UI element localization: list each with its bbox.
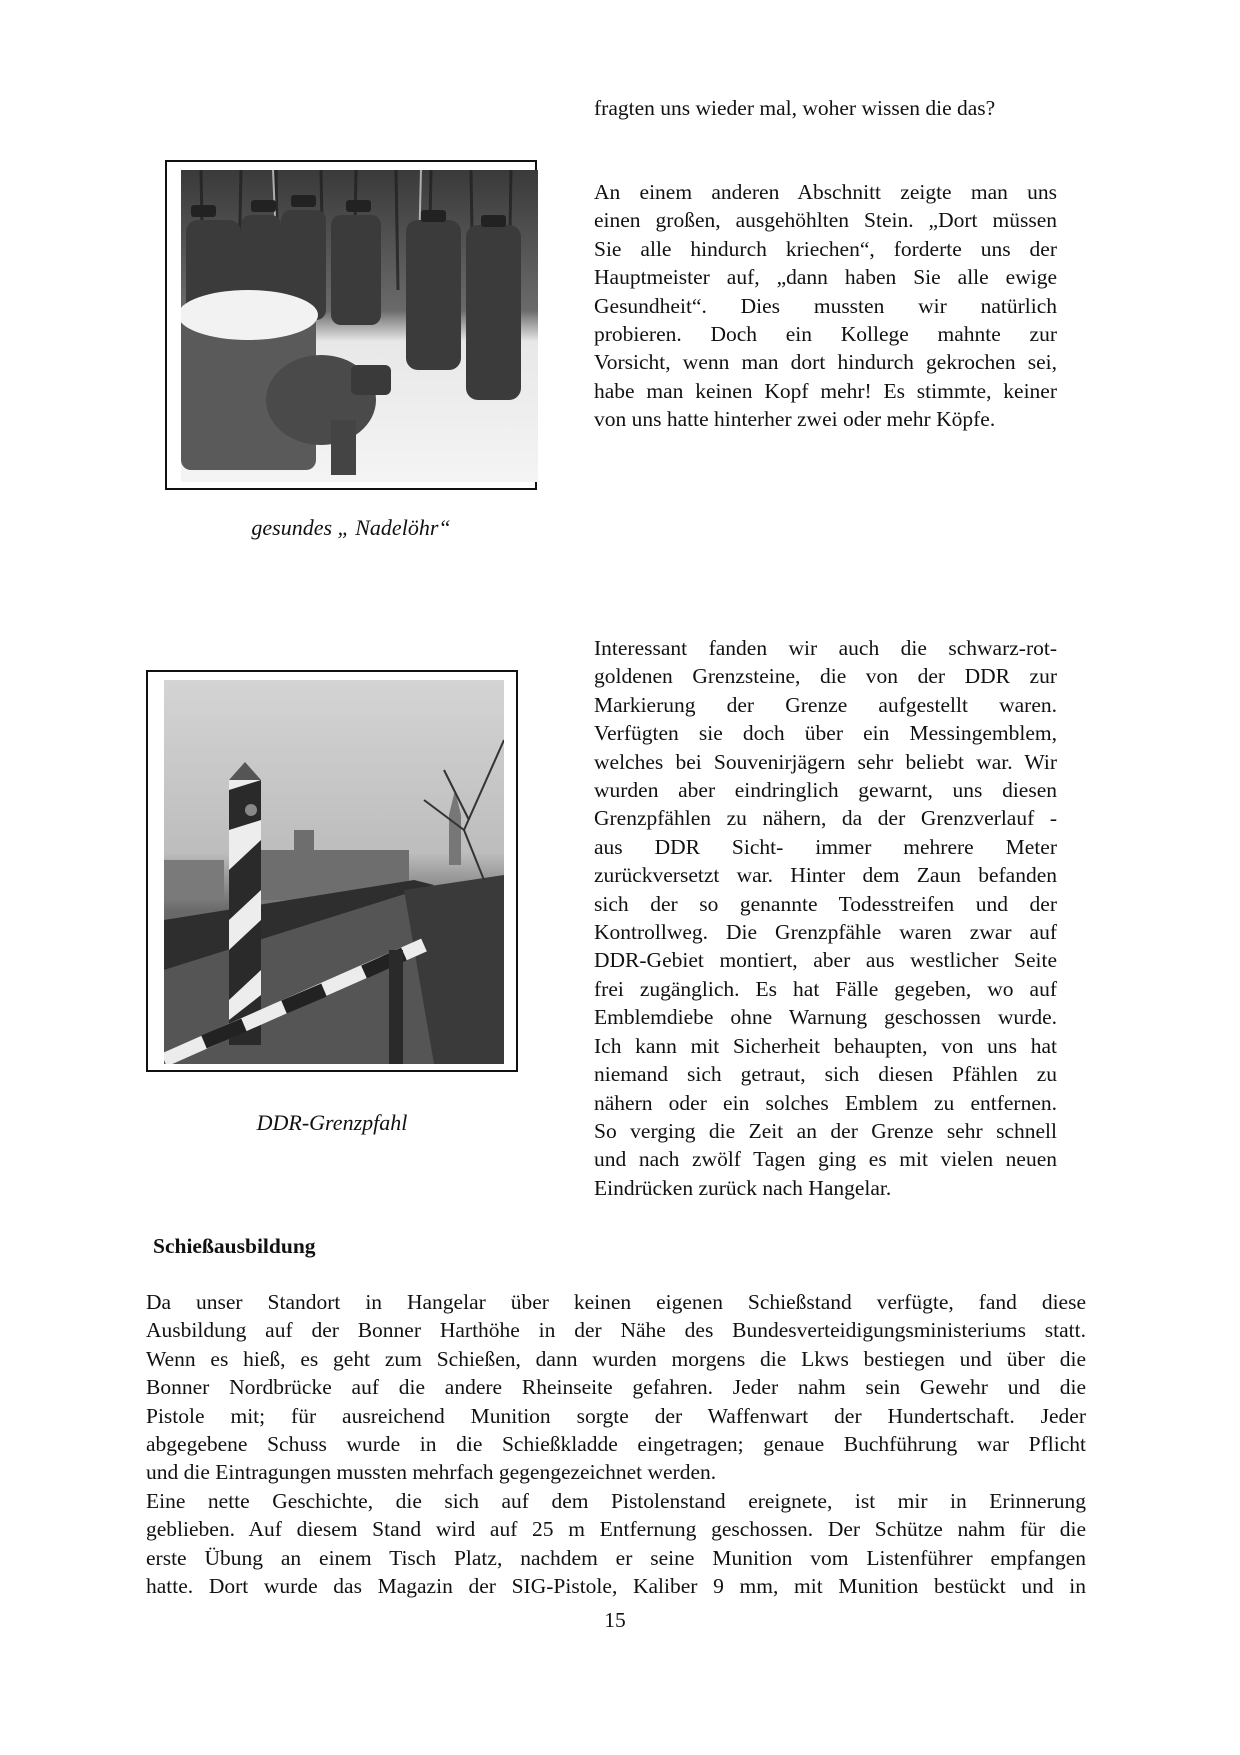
text-line: Markierung der Grenze aufgestellt waren.	[594, 692, 1057, 717]
continuation-line	[594, 94, 1084, 122]
text-line: und nach zwölf Tagen ging es mit vielen neuen	[594, 1147, 1057, 1172]
photo-soldiers-stone	[181, 170, 538, 482]
photo-caption-border-post: DDR-Grenzpfahl	[256, 1110, 408, 1135]
text-line: niemand sich getraut, sich diesen Pfählen zu	[594, 1062, 1057, 1087]
photo-border-post	[164, 680, 504, 1064]
text-line: aus DDR Sicht- immer mehrere Meter	[594, 834, 1057, 859]
text-line: Vorsicht, wenn man dort hindurch gekrochen sei,	[594, 350, 1057, 375]
text-line: erste Übung an einem Tisch Platz, nachdem er seine Munition vom Listenführer empfangen	[146, 1545, 1086, 1570]
text-line: Pistole mit; für ausreichend Munition sorgte der Waffenwart der Hundertschaft. Jeder	[146, 1403, 1086, 1428]
text-line: Hauptmeister auf, „dann haben Sie alle ewige	[594, 265, 1057, 290]
text-line: Gesundheit“. Dies mussten wir natürlich	[594, 293, 1057, 318]
text-line: habe man keinen Kopf mehr! Es stimmte, keiner	[594, 378, 1057, 403]
text-line: fragten uns wieder mal, woher wissen die das?	[594, 96, 996, 120]
photo-caption-stone: gesundes „ Nadelöhr“	[251, 515, 451, 540]
text-line: von uns hatte hinterher zwei oder mehr Köpfe.	[594, 407, 996, 432]
text-line: zurückversetzt war. Hinter dem Zaun befanden	[594, 863, 1057, 888]
text-line: Bonner Nordbrücke auf die andere Rheinseite gefahren. Jeder nahm sein Gewehr und die	[146, 1375, 1086, 1400]
section-heading: Schießausbildung	[153, 1234, 316, 1258]
text-line: Sie alle hindurch kriechen“, forderte uns der	[594, 236, 1057, 261]
paragraph-shooting-training	[146, 1288, 1086, 1600]
text-line: geblieben. Auf diesem Stand wird auf 25 m Entfernung geschossen. Der Schütze nahm für die	[146, 1517, 1086, 1542]
text-line: einen großen, ausgehöhlten Stein. „Dort müssen	[594, 208, 1057, 233]
paragraph-border-stones	[594, 634, 1057, 1202]
text-line: Ausbildung auf der Bonner Harthöhe in der Nähe des Bundesverteidigungsministeriums statt.	[146, 1318, 1086, 1343]
text-line: So verging die Zeit an der Grenze sehr schnell	[594, 1118, 1057, 1143]
photo-image	[181, 170, 538, 482]
text-line: und die Eintragungen mussten mehrfach gegengezeichnet werden.	[146, 1460, 717, 1485]
photo-frame-stone	[165, 160, 537, 490]
photo-frame-border-post	[146, 670, 518, 1072]
text-line: Da unser Standort in Hangelar über keinen eigenen Schießstand verfügte, fand diese	[146, 1290, 1086, 1314]
text-line: goldenen Grenzsteine, die von der DDR zur	[594, 664, 1057, 689]
text-line: Emblemdiebe ohne Warnung geschossen wurde.	[594, 1005, 1057, 1030]
text-line: hatte. Dort wurde das Magazin der SIG-Pistole, Kaliber 9 mm, mit Munition bestückt und in	[146, 1574, 1086, 1599]
text-line: Eine nette Geschichte, die sich auf dem Pistolenstand ereignete, ist mir in Erinnerung	[146, 1488, 1086, 1513]
text-line: frei zugänglich. Es hat Fälle gegeben, wo auf	[594, 976, 1057, 1001]
text-line: Kontrollweg. Die Grenzpfähle waren zwar auf	[594, 920, 1057, 945]
photo-image	[164, 680, 504, 1064]
text-line: probieren. Doch ein Kollege mahnte zur	[594, 322, 1057, 347]
text-line: DDR-Gebiet montiert, aber aus westlicher Seite	[594, 948, 1057, 973]
text-line: abgegebene Schuss wurde in die Schießkladde eingetragen; genaue Buchführung war Pflicht	[146, 1432, 1086, 1457]
text-line: Eindrücken zurück nach Hangelar.	[594, 1175, 892, 1200]
text-line: Ich kann mit Sicherheit behaupten, von uns hat	[594, 1033, 1057, 1058]
text-line: nähern oder ein solches Emblem zu entfernen.	[594, 1090, 1057, 1115]
page-number: 15	[604, 1608, 626, 1632]
text-line: Verfügten sie doch über ein Messingemblem,	[594, 721, 1057, 746]
text-line: Interessant fanden wir auch die schwarz-rot-	[594, 636, 1057, 660]
text-line: welches bei Souvenirjägern sehr beliebt war. Wir	[594, 749, 1057, 774]
text-line: Grenzpfählen zu nähern, da der Grenzverlauf -	[594, 806, 1057, 831]
text-line: Wenn es hieß, es geht zum Schießen, dann wurden morgens die Lkws bestiegen und über die	[146, 1346, 1086, 1371]
text-line: wurden aber eindringlich gewarnt, uns diesen	[594, 778, 1057, 803]
text-line: An einem anderen Abschnitt zeigte man uns	[594, 180, 1057, 204]
paragraph-stone	[594, 178, 1057, 434]
text-line: sich der so genannte Todesstreifen und der	[594, 891, 1057, 916]
